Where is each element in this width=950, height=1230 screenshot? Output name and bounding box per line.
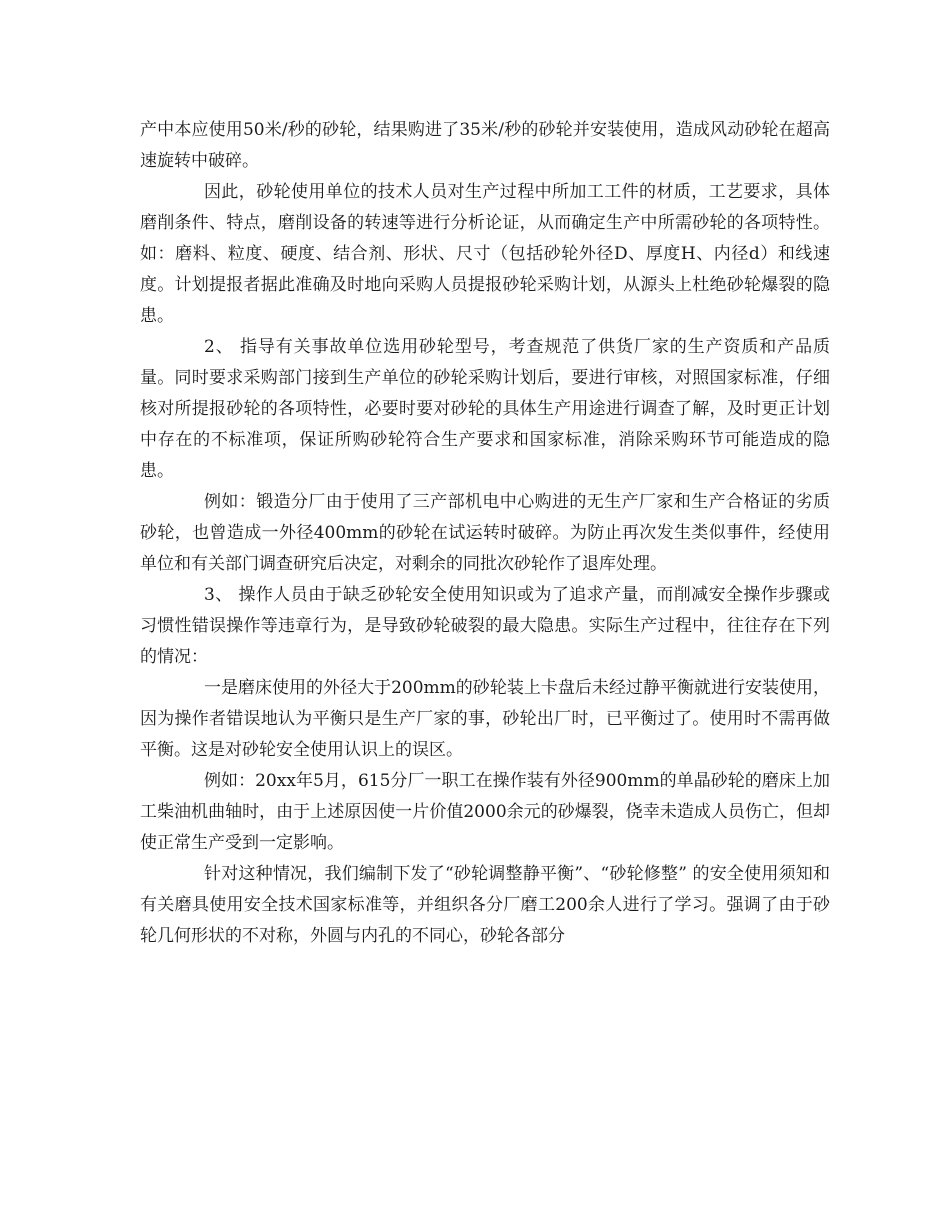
- paragraph-continuation: 产中本应使用50米/秒的砂轮，结果购进了35米/秒的砂轮并安装使用，造成风动砂轮在超高速旋转中破碎。: [140, 120, 830, 171]
- paragraph-example-forging: 例如：锻造分厂由于使用了三产部机电中心购进的无生产厂家和生产合格证的劣质砂轮，也曾造成一外径400mm的砂轮在试运转时破碎。为防止再次发生类似事件，经使用单位和有关部门调查研究后决定，对剩余的同批次砂轮作了退库处理。: [140, 492, 830, 574]
- paragraph-analysis: 因此，砂轮使用单位的技术人员对生产过程中所加工工件的材质，工艺要求，具体磨削条件、特点，磨削设备的转速等进行分析论证，从而确定生产中所需砂轮的各项特性。如：磨料、粒度、硬度、结合剂、形状、尺寸（包括砂轮外径D、厚度H、内径d）和线速度。计划提报者据此准确及时地向采购人员提报砂轮采购计划，从源头上杜绝砂轮爆裂的隐患。: [140, 182, 830, 326]
- paragraph-example-615: 例如：20xx年5月，615分厂一职工在操作装有外径900mm的单晶砂轮的磨床上加工柴油机曲轴时，由于上述原因使一片价值2000余元的砂爆裂，侥幸未造成人员伤亡，但却使正常生产受到一定影响。: [140, 771, 830, 853]
- paragraph-item-2: 2、 指导有关事故单位选用砂轮型号，考查规范了供货厂家的生产资质和产品质量。同时要求采购部门接到生产单位的砂轮采购计划后，要进行审核，对照国家标准，仔细核对所提报砂轮的各项特性，必要时要对砂轮的具体生产用途进行调查了解，及时更正计划中存在的不标准项，保证所购砂轮符合生产要求和国家标准，消除采购环节可能造成的隐患。: [140, 337, 830, 481]
- paragraph-item-3: 3、 操作人员由于缺乏砂轮安全使用知识或为了追求产量，而削减安全操作步骤或习惯性错误操作等违章行为，是导致砂轮破裂的最大隐患。实际生产过程中，往往存在下列的情况：: [140, 585, 830, 667]
- paragraph-case-one: 一是磨床使用的外径大于200mm的砂轮装上卡盘后未经过静平衡就进行安装使用，因为操作者错误地认为平衡只是生产厂家的事，砂轮出厂时，已平衡过了。使用时不需再做平衡。这是对砂轮安全使用认识上的误区。: [140, 678, 830, 760]
- paragraph-measures: 针对这种情况，我们编制下发了“砂轮调整静平衡”、“砂轮修整” 的安全使用须知和有关磨具使用安全技术国家标准等，并组织各分厂磨工200余人进行了学习。强调了由于砂轮几何形状的不对称，外圆与内孔的不同心，砂轮各部分: [140, 864, 830, 946]
- document-body: [140, 115, 830, 952]
